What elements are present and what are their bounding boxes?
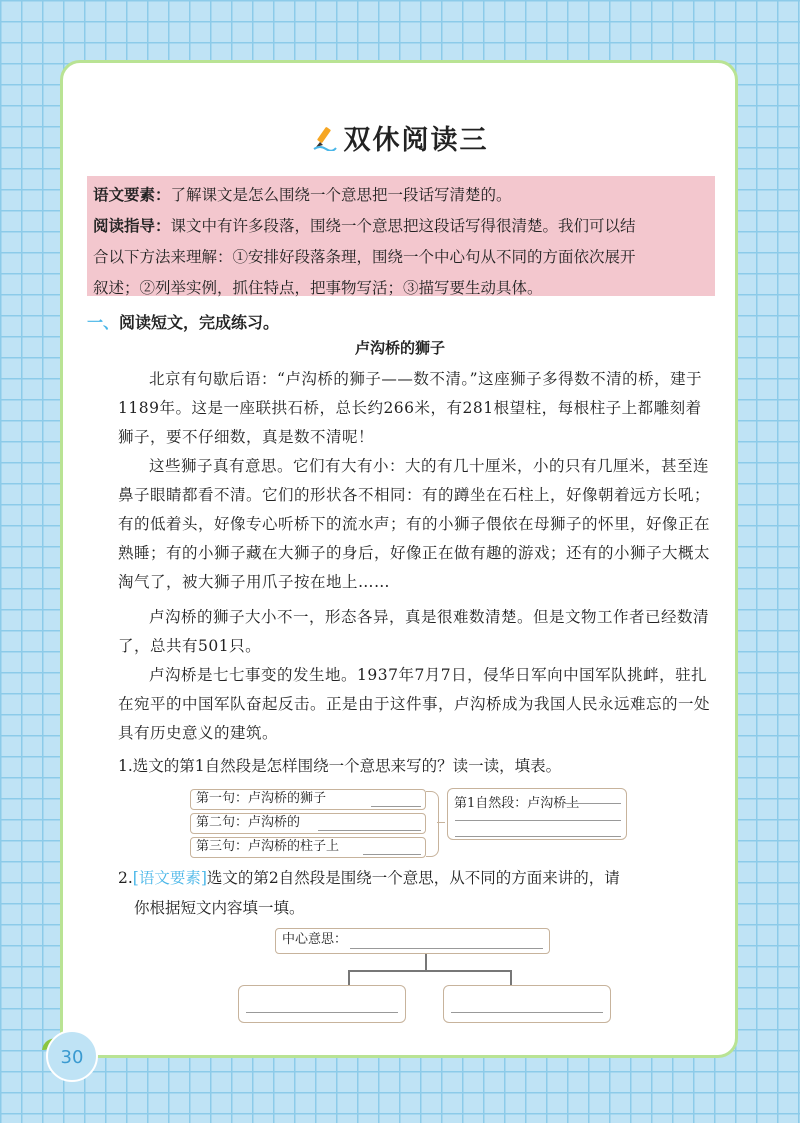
section-heading: 一、阅读短文，完成练习。 bbox=[87, 313, 280, 332]
article-paragraph-3: 卢沟桥的狮子大小不一，形态各异，真是很难数清楚。但是文物工作者已经数清了，总共有501只。 bbox=[118, 608, 710, 655]
guide-label: 阅读指导： bbox=[93, 217, 171, 235]
element-text: 了解课文是怎么围绕一个意思把一段话写清楚的。 bbox=[170, 186, 512, 204]
q1-sentence-box-3[interactable]: 第三句：卢沟桥的柱子上 bbox=[190, 837, 426, 858]
element-tag: [语文要素] bbox=[132, 869, 207, 887]
pencil-icon bbox=[312, 125, 338, 158]
guide-line3: 叙述；②列举实例，抓住特点，把事物写活；③描写要生动具体。 bbox=[93, 279, 543, 297]
answer-line[interactable] bbox=[246, 1012, 398, 1013]
guide-line2: 合以下方法来理解：①安排好段落条理，围绕一个中心句从不同的方面依次展开 bbox=[93, 248, 636, 266]
tree-connector bbox=[510, 970, 512, 985]
answer-line[interactable] bbox=[455, 836, 621, 837]
aspect-box-right[interactable] bbox=[443, 985, 611, 1023]
tree-connector bbox=[348, 970, 511, 972]
answer-line[interactable] bbox=[565, 803, 621, 804]
reading-tips-box bbox=[87, 176, 715, 296]
question-2: 2.[语文要素]选文的第2自然段是围绕一个意思，从不同的方面来讲的，请 bbox=[118, 869, 620, 887]
element-label: 语文要素： bbox=[93, 186, 171, 204]
answer-line[interactable] bbox=[363, 854, 421, 855]
page-number: 30 bbox=[46, 1030, 98, 1082]
article-paragraph-1: 北京有句歇后语：“卢沟桥的狮子——数不清。”这座狮子多得数不清的桥，建于1189年。这是一座联拱石桥，总长约266米，有281根望柱，每根柱子上都雕刻着狮子，要不仔细数，真是数不清呢！ bbox=[118, 370, 703, 446]
answer-line[interactable] bbox=[371, 806, 421, 807]
article-paragraph-2: 这些狮子真有意思。它们有大有小：大的有几十厘米，小的只有几厘米，甚至连鼻子眼睛都看不清。它们的形状各不相同：有的蹲坐在石柱上，好像朝着远方长吼；有的低着头，好像专心听桥下的流水声；有的小狮子偎依在母狮子的怀里，好像正在熟睡；有的小狮子藏在大狮子的身后，好像正在做有趣的游戏；还有的小狮子大概太淘气了，被大狮子用爪子按在地上…… bbox=[118, 457, 711, 591]
article-title: 卢沟桥的狮子 bbox=[354, 339, 445, 357]
answer-line[interactable] bbox=[318, 830, 421, 831]
page-title: 双休阅读三 bbox=[0, 118, 800, 158]
answer-line[interactable] bbox=[350, 948, 543, 949]
brace-tip bbox=[437, 822, 445, 823]
q1-sentence-box-2[interactable]: 第二句：卢沟桥的 bbox=[190, 813, 426, 834]
q1-summary-box[interactable]: 第1自然段：卢沟桥上 bbox=[447, 788, 627, 840]
question-1: 1.选文的第1自然段是怎样围绕一个意思来写的？读一读，填表。 bbox=[118, 757, 562, 775]
article-paragraph-4: 卢沟桥是七七事变的发生地。1937年7月7日，侵华日军向中国军队挑衅，驻扎在宛平的中国军队奋起反击。正是由于这件事，卢沟桥成为我国人民永远难忘的一处具有历史意义的建筑。 bbox=[118, 666, 711, 742]
brace-connector bbox=[426, 791, 439, 857]
answer-line[interactable] bbox=[455, 820, 621, 821]
answer-line[interactable] bbox=[451, 1012, 603, 1013]
tree-connector bbox=[425, 954, 427, 970]
question-2-line2: 你根据短文内容填一填。 bbox=[134, 899, 305, 917]
tree-connector bbox=[348, 970, 350, 985]
guide-line1: 课文中有许多段落，围绕一个意思把这段话写得很清楚。我们可以结 bbox=[170, 217, 636, 235]
aspect-box-left[interactable] bbox=[238, 985, 406, 1023]
q1-sentence-box-1[interactable]: 第一句：卢沟桥的狮子 bbox=[190, 789, 426, 810]
central-idea-box[interactable]: 中心意思： bbox=[275, 928, 550, 954]
